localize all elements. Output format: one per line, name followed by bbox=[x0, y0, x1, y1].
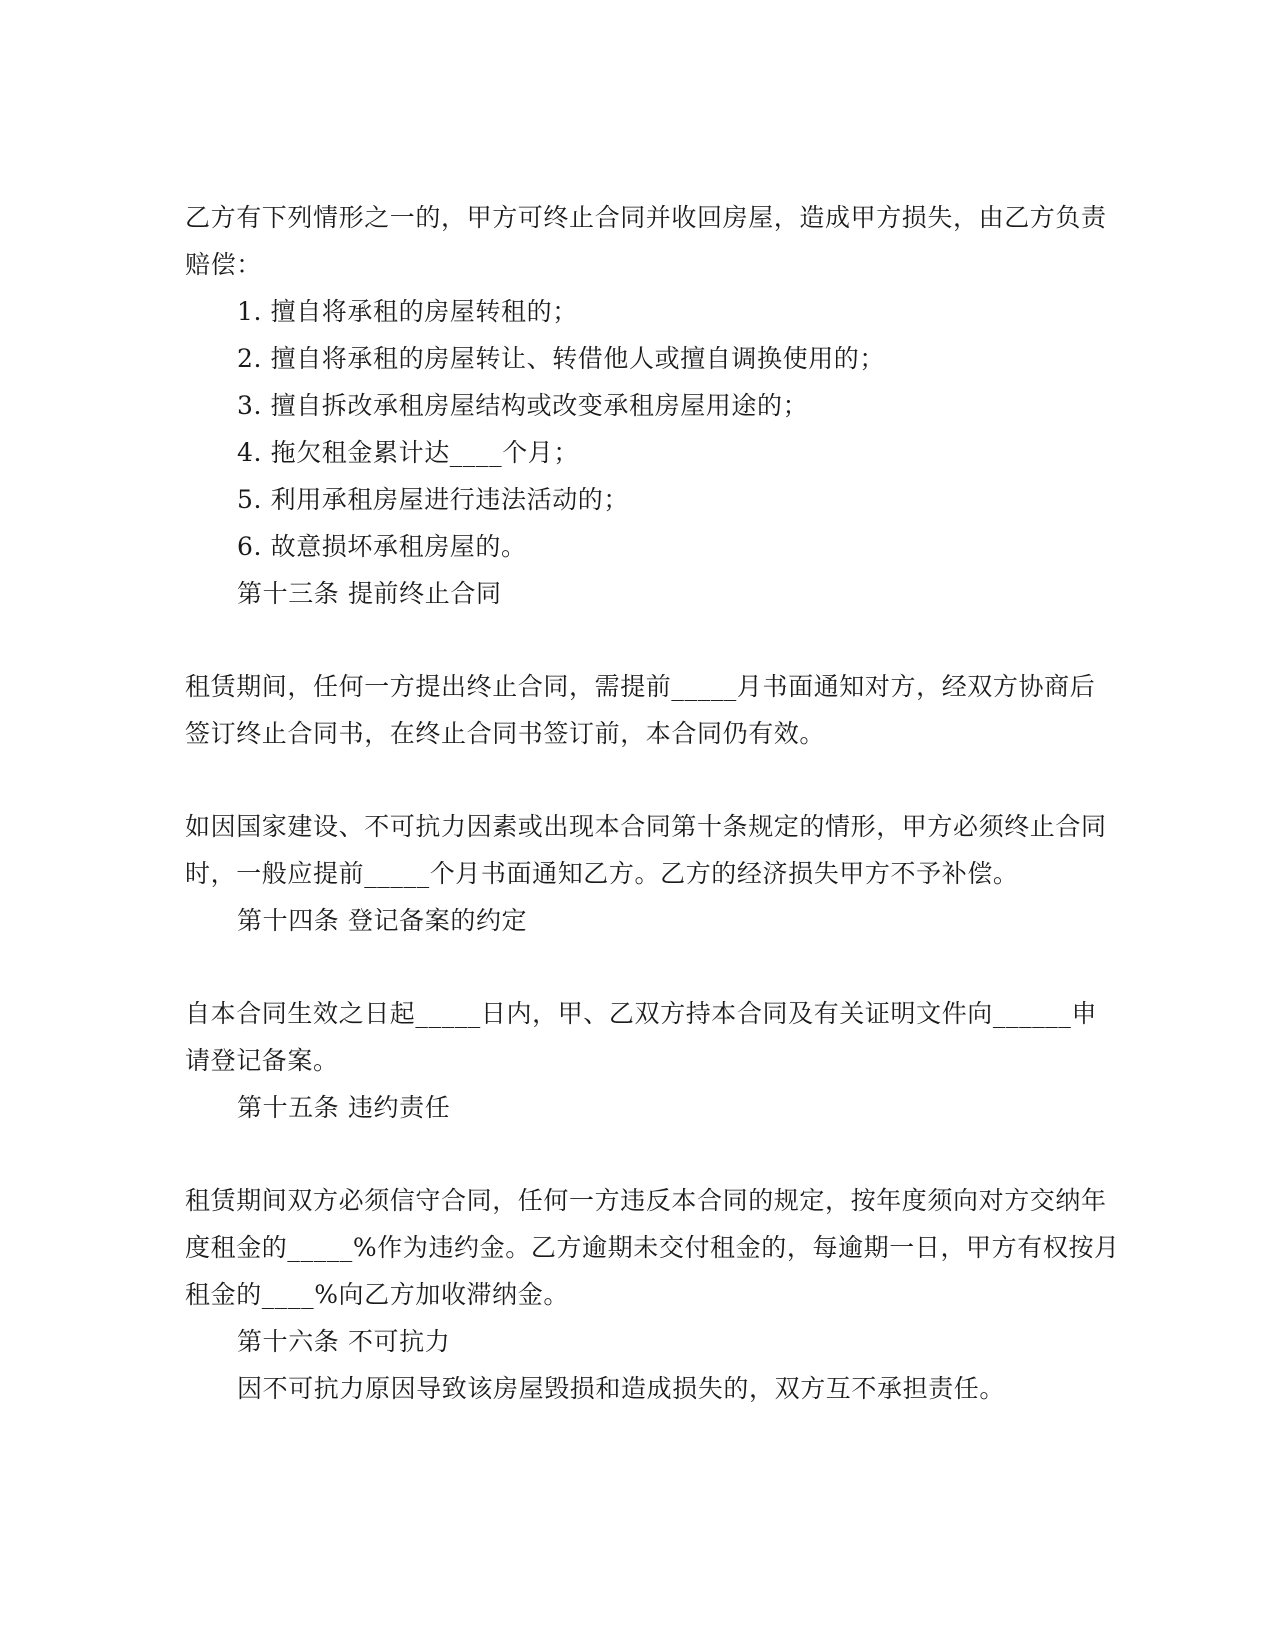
article-15-para-line-1: 租赁期间双方必须信守合同，任何一方违反本合同的规定，按年度须向对方交纳年 bbox=[185, 1186, 1107, 1215]
article-16-para-line-1: 因不可抗力原因导致该房屋毁损和造成损失的，双方互不承担责任。 bbox=[237, 1374, 1006, 1403]
list-item: 5. 利用承租房屋进行违法活动的； bbox=[237, 485, 630, 514]
article-14-para-line-1: 自本合同生效之日起_____日内，甲、乙双方持本合同及有关证明文件向______申 bbox=[185, 999, 1098, 1028]
list-item: 6. 故意损坏承租房屋的。 bbox=[237, 532, 527, 561]
article-13-para-1-line-1: 租赁期间，任何一方提出终止合同，需提前_____月书面通知对方，经双方协商后 bbox=[185, 672, 1096, 701]
article-15-heading: 第十五条 违约责任 bbox=[237, 1093, 451, 1122]
article-13-para-2-line-2: 时，一般应提前_____个月书面通知乙方。乙方的经济损失甲方不予补偿。 bbox=[185, 859, 1019, 888]
paragraph-1-line-1: 乙方有下列情形之一的，甲方可终止合同并收回房屋，造成甲方损失，由乙方负责 bbox=[185, 203, 1107, 232]
article-13-para-2-line-1: 如因国家建设、不可抗力因素或出现本合同第十条规定的情形，甲方必须终止合同 bbox=[185, 812, 1107, 841]
paragraph-1-line-2: 赔偿： bbox=[185, 250, 262, 279]
list-item: 4. 拖欠租金累计达____个月； bbox=[237, 438, 580, 467]
list-item: 2. 擅自将承租的房屋转让、转借他人或擅自调换使用的； bbox=[237, 344, 886, 373]
article-15-para-line-3: 租金的____%向乙方加收滞纳金。 bbox=[185, 1280, 569, 1309]
article-16-heading: 第十六条 不可抗力 bbox=[237, 1327, 451, 1356]
list-item: 1. 擅自将承租的房屋转租的； bbox=[237, 297, 578, 326]
article-13-heading: 第十三条 提前终止合同 bbox=[237, 579, 502, 608]
list-item: 3. 擅自拆改承租房屋结构或改变承租房屋用途的； bbox=[237, 391, 809, 420]
article-13-para-1-line-2: 签订终止合同书，在终止合同书签订前，本合同仍有效。 bbox=[185, 719, 826, 748]
article-14-heading: 第十四条 登记备案的约定 bbox=[237, 906, 528, 935]
article-14-para-line-2: 请登记备案。 bbox=[185, 1046, 339, 1075]
article-15-para-line-2: 度租金的_____%作为违约金。乙方逾期未交付租金的，每逾期一日，甲方有权按月 bbox=[185, 1233, 1120, 1262]
